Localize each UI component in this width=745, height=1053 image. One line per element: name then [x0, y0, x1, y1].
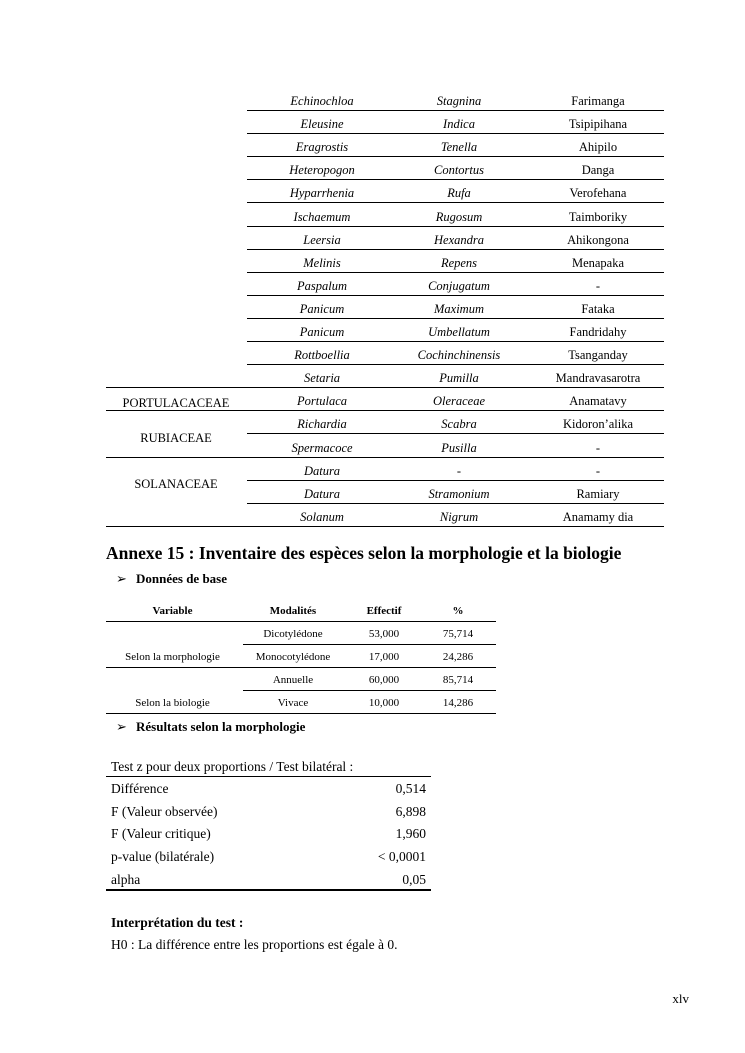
row-divider [247, 503, 664, 504]
genus-cell: Eleusine [300, 117, 344, 132]
genus-cell: Leersia [303, 232, 341, 247]
variable-biologie: Selon la biologie [135, 697, 210, 709]
arrow-bullet-icon: ➢ [116, 719, 127, 734]
percent-cell: 85,714 [442, 674, 474, 686]
effectif-cell: 60,000 [368, 674, 400, 686]
ztest-value: 0,05 [402, 872, 426, 887]
species-cell: Conjugatum [428, 278, 490, 293]
section-label: Données de base [136, 571, 228, 586]
arrow-bullet-icon: ➢ [116, 571, 127, 586]
row-divider [106, 457, 664, 458]
genus-cell: Echinochloa [290, 94, 354, 108]
local-name-cell: Anamatavy [569, 394, 627, 409]
local-name-cell: Tsipipihana [568, 117, 628, 132]
species-cell: Umbellatum [428, 325, 490, 339]
ztest-label: Différence [111, 781, 169, 796]
species-cell: Pumilla [439, 371, 479, 386]
row-divider [247, 364, 664, 365]
genus-cell: Ischaemum [293, 209, 351, 224]
row-divider [106, 387, 664, 388]
local-name-cell: - [595, 278, 601, 293]
percent-cell: 24,286 [442, 651, 474, 663]
genus-cell: Solanum [300, 509, 344, 524]
local-name-cell: Danga [581, 163, 615, 178]
local-name-cell: Ramiary [576, 486, 620, 501]
genus-cell: Melinis [303, 255, 341, 270]
row-divider [247, 295, 664, 296]
row-divider [247, 110, 664, 111]
row-divider [247, 433, 664, 434]
genus-cell: Paspalum [297, 278, 347, 293]
family-rubiaceae: RUBIACEAE [140, 431, 212, 445]
section-label: Résultats selon la morphologie [136, 719, 306, 734]
local-name-cell: Taimboriky [568, 209, 628, 224]
genus-cell: Setaria [303, 371, 341, 386]
ztest-label: alpha [111, 872, 141, 887]
ztest-value: 0,514 [395, 781, 426, 796]
row-divider [247, 133, 664, 134]
row-divider [106, 526, 664, 527]
ztest-label: F (Valeur observée) [111, 804, 218, 819]
species-cell: Repens [440, 255, 478, 270]
variable-morphologie: Selon la morphologie [125, 651, 220, 663]
ztest-label: F (Valeur critique) [111, 826, 211, 841]
section-resultats-morphologie [116, 719, 305, 735]
row-divider [247, 272, 664, 273]
local-name-cell: - [595, 440, 601, 455]
species-cell: Contortus [433, 163, 484, 178]
hypothesis-h0: H0 : La différence entre les proportions est égale à 0. [111, 937, 398, 952]
local-name-cell: Ahipilo [578, 140, 618, 155]
species-cell: Hexandra [434, 232, 484, 247]
local-name-cell: Fandridahy [569, 325, 627, 339]
row-divider [106, 410, 664, 411]
annexe-title: Annexe 15 : Inventaire des espèces selon la morphologie et la biologie [106, 543, 622, 563]
local-name-cell: - [595, 463, 601, 478]
genus-cell: Eragrostis [295, 140, 349, 155]
species-cell: - [456, 463, 462, 478]
ztest-value: 6,898 [395, 804, 426, 819]
row-divider [247, 226, 664, 227]
ztest-title: Test z pour deux proportions / Test bilatéral : [111, 759, 354, 774]
ztest-label: p-value (bilatérale) [111, 849, 215, 864]
species-cell: Nigrum [439, 509, 479, 524]
header-percent: % [452, 605, 464, 617]
ztest-value: < 0,0001 [377, 849, 426, 864]
family-solanaceae: SOLANACEAE [134, 477, 218, 491]
effectif-cell: 10,000 [368, 697, 400, 709]
genus-cell: Hyparrhenia [289, 186, 355, 201]
species-cell: Stagnina [436, 94, 482, 108]
species-cell: Pusilla [441, 440, 477, 455]
genus-cell: Panicum [299, 301, 345, 316]
species-cell: Rufa [447, 186, 471, 201]
genus-cell: Datura [303, 463, 341, 478]
species-cell: Cochinchinensis [417, 348, 501, 363]
species-cell: Scabra [441, 417, 477, 432]
row-divider [247, 179, 664, 180]
section-donnees-de-base [116, 571, 227, 587]
genus-cell: Richardia [297, 417, 347, 432]
row-divider [247, 480, 664, 481]
genus-cell: Heteropogon [289, 163, 355, 178]
local-name-cell: Menapaka [571, 255, 625, 270]
ztest-value: 1,960 [395, 826, 426, 841]
row-divider [247, 318, 664, 319]
species-cell: Oleraceae [432, 394, 486, 409]
percent-cell: 75,714 [442, 628, 474, 640]
effectif-cell: 53,000 [368, 628, 400, 640]
genus-cell: Datura [303, 486, 341, 501]
interpretation-title: Interprétation du test : [111, 915, 244, 930]
local-name-cell: Mandravasarotra [555, 371, 641, 386]
genus-cell: Portulaca [297, 394, 347, 409]
header-modalites: Modalités [269, 605, 317, 617]
row-divider [247, 202, 664, 203]
genus-cell: Rottboellia [294, 348, 350, 363]
species-cell: Stramonium [428, 486, 490, 501]
species-cell: Rugosum [435, 209, 483, 224]
local-name-cell: Verofehana [569, 186, 627, 201]
local-name-cell: Farimanga [571, 94, 625, 108]
genus-cell: Panicum [299, 325, 345, 339]
effectif-cell: 17,000 [368, 651, 400, 663]
species-cell: Indica [443, 117, 475, 132]
percent-cell: 14,286 [442, 697, 474, 709]
local-name-cell: Tsanganday [568, 348, 628, 363]
modalite-cell: Annuelle [272, 674, 314, 686]
row-divider [247, 341, 664, 342]
local-name-cell: Ahikongona [567, 232, 629, 247]
local-name-cell: Fataka [581, 301, 615, 316]
species-cell: Maximum [434, 301, 484, 316]
modalite-cell: Vivace [277, 697, 309, 709]
page-number: xlv [672, 991, 689, 1006]
row-divider [247, 249, 664, 250]
local-name-cell: Kidoron’alika [562, 417, 634, 432]
genus-cell: Spermacoce [291, 440, 353, 455]
header-variable: Variable [152, 605, 193, 617]
species-cell: Tenella [440, 140, 478, 155]
family-portulacaceae: PORTULACACEAE [122, 396, 230, 410]
header-effectif: Effectif [366, 605, 402, 617]
modalite-cell: Dicotylédone [263, 628, 323, 640]
local-name-cell: Anamamy dia [562, 509, 634, 524]
modalite-cell: Monocotylédone [255, 651, 331, 663]
row-divider [247, 156, 664, 157]
